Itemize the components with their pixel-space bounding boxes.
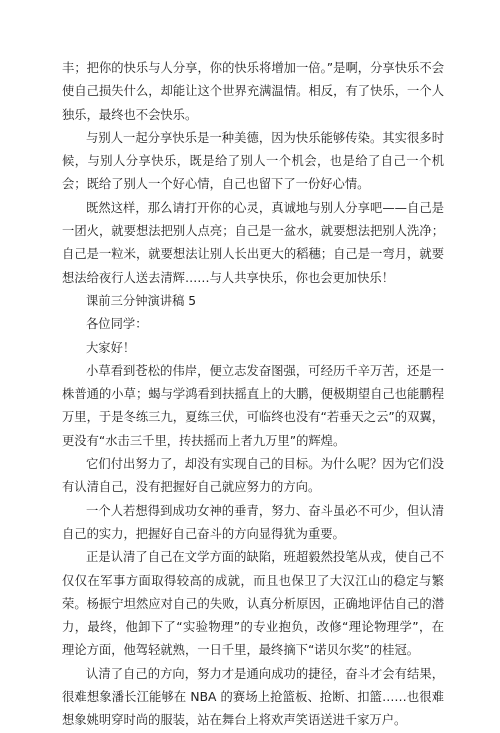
section-heading: 课前三分钟演讲稿 5 [86,293,197,308]
document-page [62,57,444,733]
paragraph-3: 既然这样，那么请打开你的心灵，真诚地与别人分享吧——自己是一团火，就要想法把别人点亮；自己是一盆水，就要想法把别人洗净；自己是一粒米，就要想法让别人长出更大的稻穗；自己是一弯月，就要想法给夜行人送去清辉……与人共享快乐，你也会更加快乐！ [62,200,444,285]
paragraph-2: 与别人一起分享快乐是一种美德，因为快乐能够传染。其实很多时候，与别人分享快乐，既是给了别人一个机会，也是给了自己一个机会；既给了别人一个好心情，自己也留下了一份好心情。 [62,130,444,192]
paragraph-1: 丰；把你的快乐与人分享，你的快乐将增加一倍。”是啊，分享快乐不会使自己损失什么，却能让这个世界充满温情。相反，有了快乐，一个人独乐，最终也不会快乐。 [62,61,444,122]
paragraph-10: 正是认清了自己在文学方面的缺陷，班超毅然投笔从戎，使自己不仅仅在军事方面取得较高的成就，而且也保卫了大汉江山的稳定与繁荣。杨振宁坦然应对自己的失败，认真分析原因，正确地评估自己的潜力，最终，他卸下了“实验物理”的专业抱负，改修“理论物理学”，在理论方面，他驾轻就熟，一日千里，最终摘下“诺贝尔奖”的桂冠。 [62,550,444,658]
paragraph-11: 认清了自己的方向，努力才是通向成功的捷径，奋斗才会有结果，很难想象潘长江能够在 NBA 的赛场上抢篮板、抢断、扣篮……也很难想象姚明穿时尚的服装，站在舞台上将欢声笑语送进千家万户。 [62,666,444,728]
greeting: 大家好！ [86,340,136,355]
paragraph-7: 小草看到苍松的伟岸，便立志发奋图强，可经历千辛万苦，还是一株普通的小草；蝎与学鸿看到扶摇直上的大鹏，便极期望自己也能鹏程万里，于是冬练三九，夏练三伏，可临终也没有“若垂天之云”的双翼，更没有“水击三千里，抟扶摇而上者九万里”的辉煌。 [62,363,444,448]
salutation: 各位同学： [86,317,148,332]
paragraph-9: 一个人若想得到成功女神的垂青，努力、奋斗虽必不可少，但认清自己的实力，把握好自己奋斗的方向显得犹为重要。 [62,503,444,541]
paragraph-8: 它们付出努力了，却没有实现自己的目标。为什么呢？因为它们没有认清自己，没有把握好自己就应努力的方向。 [62,457,444,495]
